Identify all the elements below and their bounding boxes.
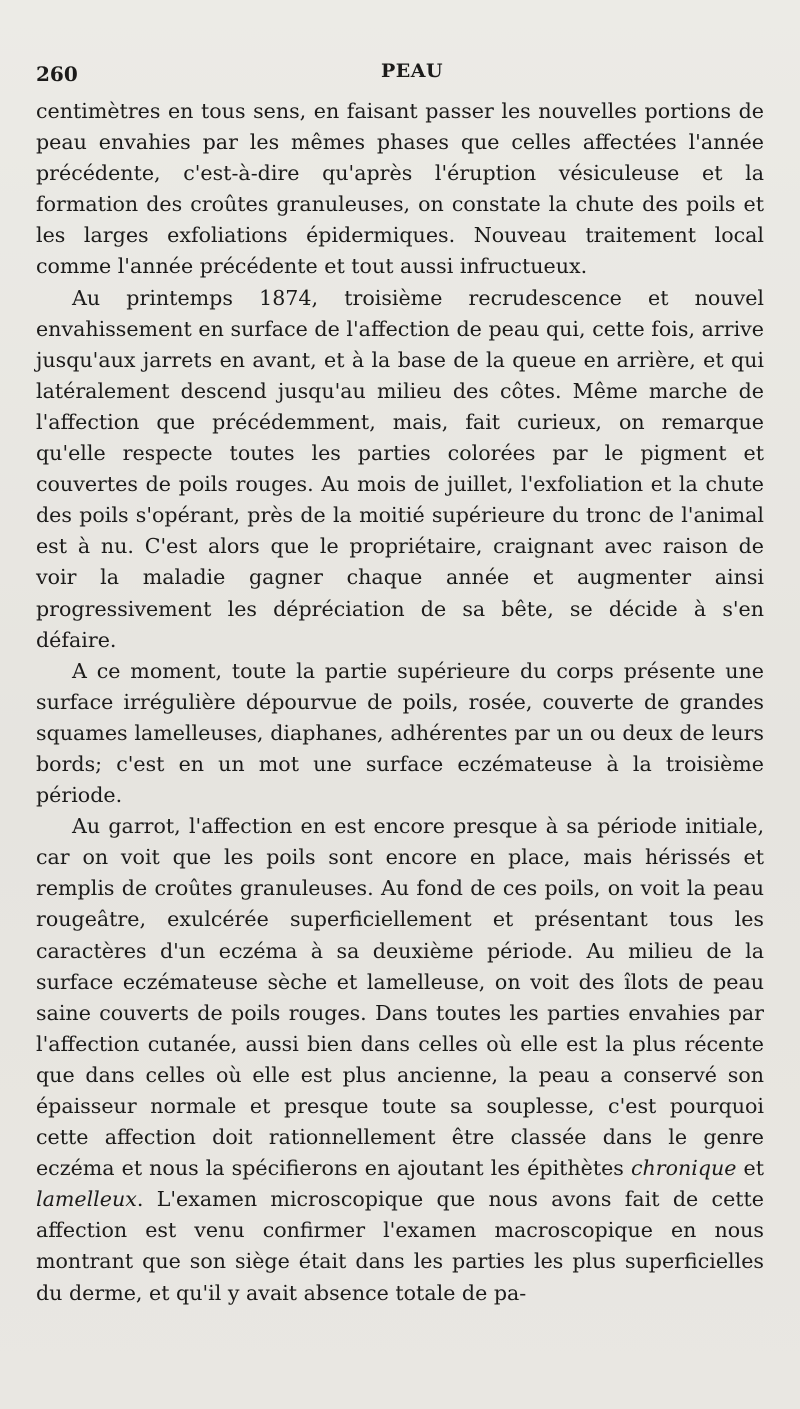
paragraph-2: Au printemps 1874, troisième recrudescence et nouvel envahissement en surface de l'affection de peau qui, cette fois, arrive jusqu'aux jarrets en avant, et à la base de la queue en arrière, et qui latéralement descend jusqu'au milieu des côtes. Même marche de l'affection que précédemment, mais, fait curieux, on remarque qu'elle respecte toutes les parties colorées par le pigment et couvertes de poils rouges. Au mois de juillet, l'exfoliation et la chute des poils s'opérant, près de la moitié supérieure du tronc de l'animal est à nu. C'est alors que le propriétaire, craignant avec raison de voir la maladie gagner chaque année et augmenter ainsi progressivement les dépréciation de sa bête, se décide à s'en défaire. (36, 285, 764, 652)
running-title: PEAU (381, 60, 444, 82)
italic-term-lamelleux: lamelleux (36, 1187, 137, 1212)
page-header (36, 58, 764, 96)
italic-term-chronique: chronique (630, 1156, 737, 1181)
paragraph-4-text-connector: et (736, 1156, 764, 1181)
paragraph-3: A ce moment, toute la partie supérieure du corps présente une surface irrégulière dépourvue de poils, rosée, couverte de grandes squames lamelleuses, diaphanes, adhérentes par un ou deux de leurs bords; c'est en un mot une surface eczémateuse à la troisième période. (36, 658, 764, 808)
paragraph-4-text-start: Au garrot, l'affection en est encore presque à sa période initiale, car on voit que les poils sont encore en place, mais hérissés et remplis de croûtes granuleuses. Au fond de ces poils, on voit la peau rougeâtre, exulcérée superficiellement et présentant tous les caractères d'un eczéma à sa deuxième période. Au milieu de la surface eczémateuse sèche et lamelleuse, on voit des îlots de peau saine couverts de poils rouges. Dans toutes les parties envahies par l'affection cutanée, aussi bien dans celles où elle est la plus récente que dans celles où elle est plus ancienne, la peau a conservé son épaisseur normale et presque toute sa souplesse, c'est pourquoi cette affection doit rationnellement être classée dans le genre eczéma et nous la spécifierons en ajoutant les épithètes (36, 814, 764, 1181)
page-number: 260 (36, 62, 78, 86)
body-text (36, 96, 764, 1309)
paragraph-1: centimètres en tous sens, en faisant passer les nouvelles portions de peau envahies par les mêmes phases que celles affectées l'année précédente, c'est-à-dire qu'après l'éruption vésiculeuse et la formation des croûtes granuleuses, on constate la chute des poils et les larges exfoliations épidermiques. Nouveau traitement local comme l'année précédente et tout aussi infructueux. (36, 99, 764, 279)
paragraph-4 (36, 811, 764, 1309)
paragraph-4-text-end: . L'examen microscopique que nous avons fait de cette affection est venu confirmer l'examen macroscopique en nous montrant que son siège était dans les parties les plus superficielles du derme, et qu'il y avait absence totale de pa- (36, 1187, 764, 1305)
